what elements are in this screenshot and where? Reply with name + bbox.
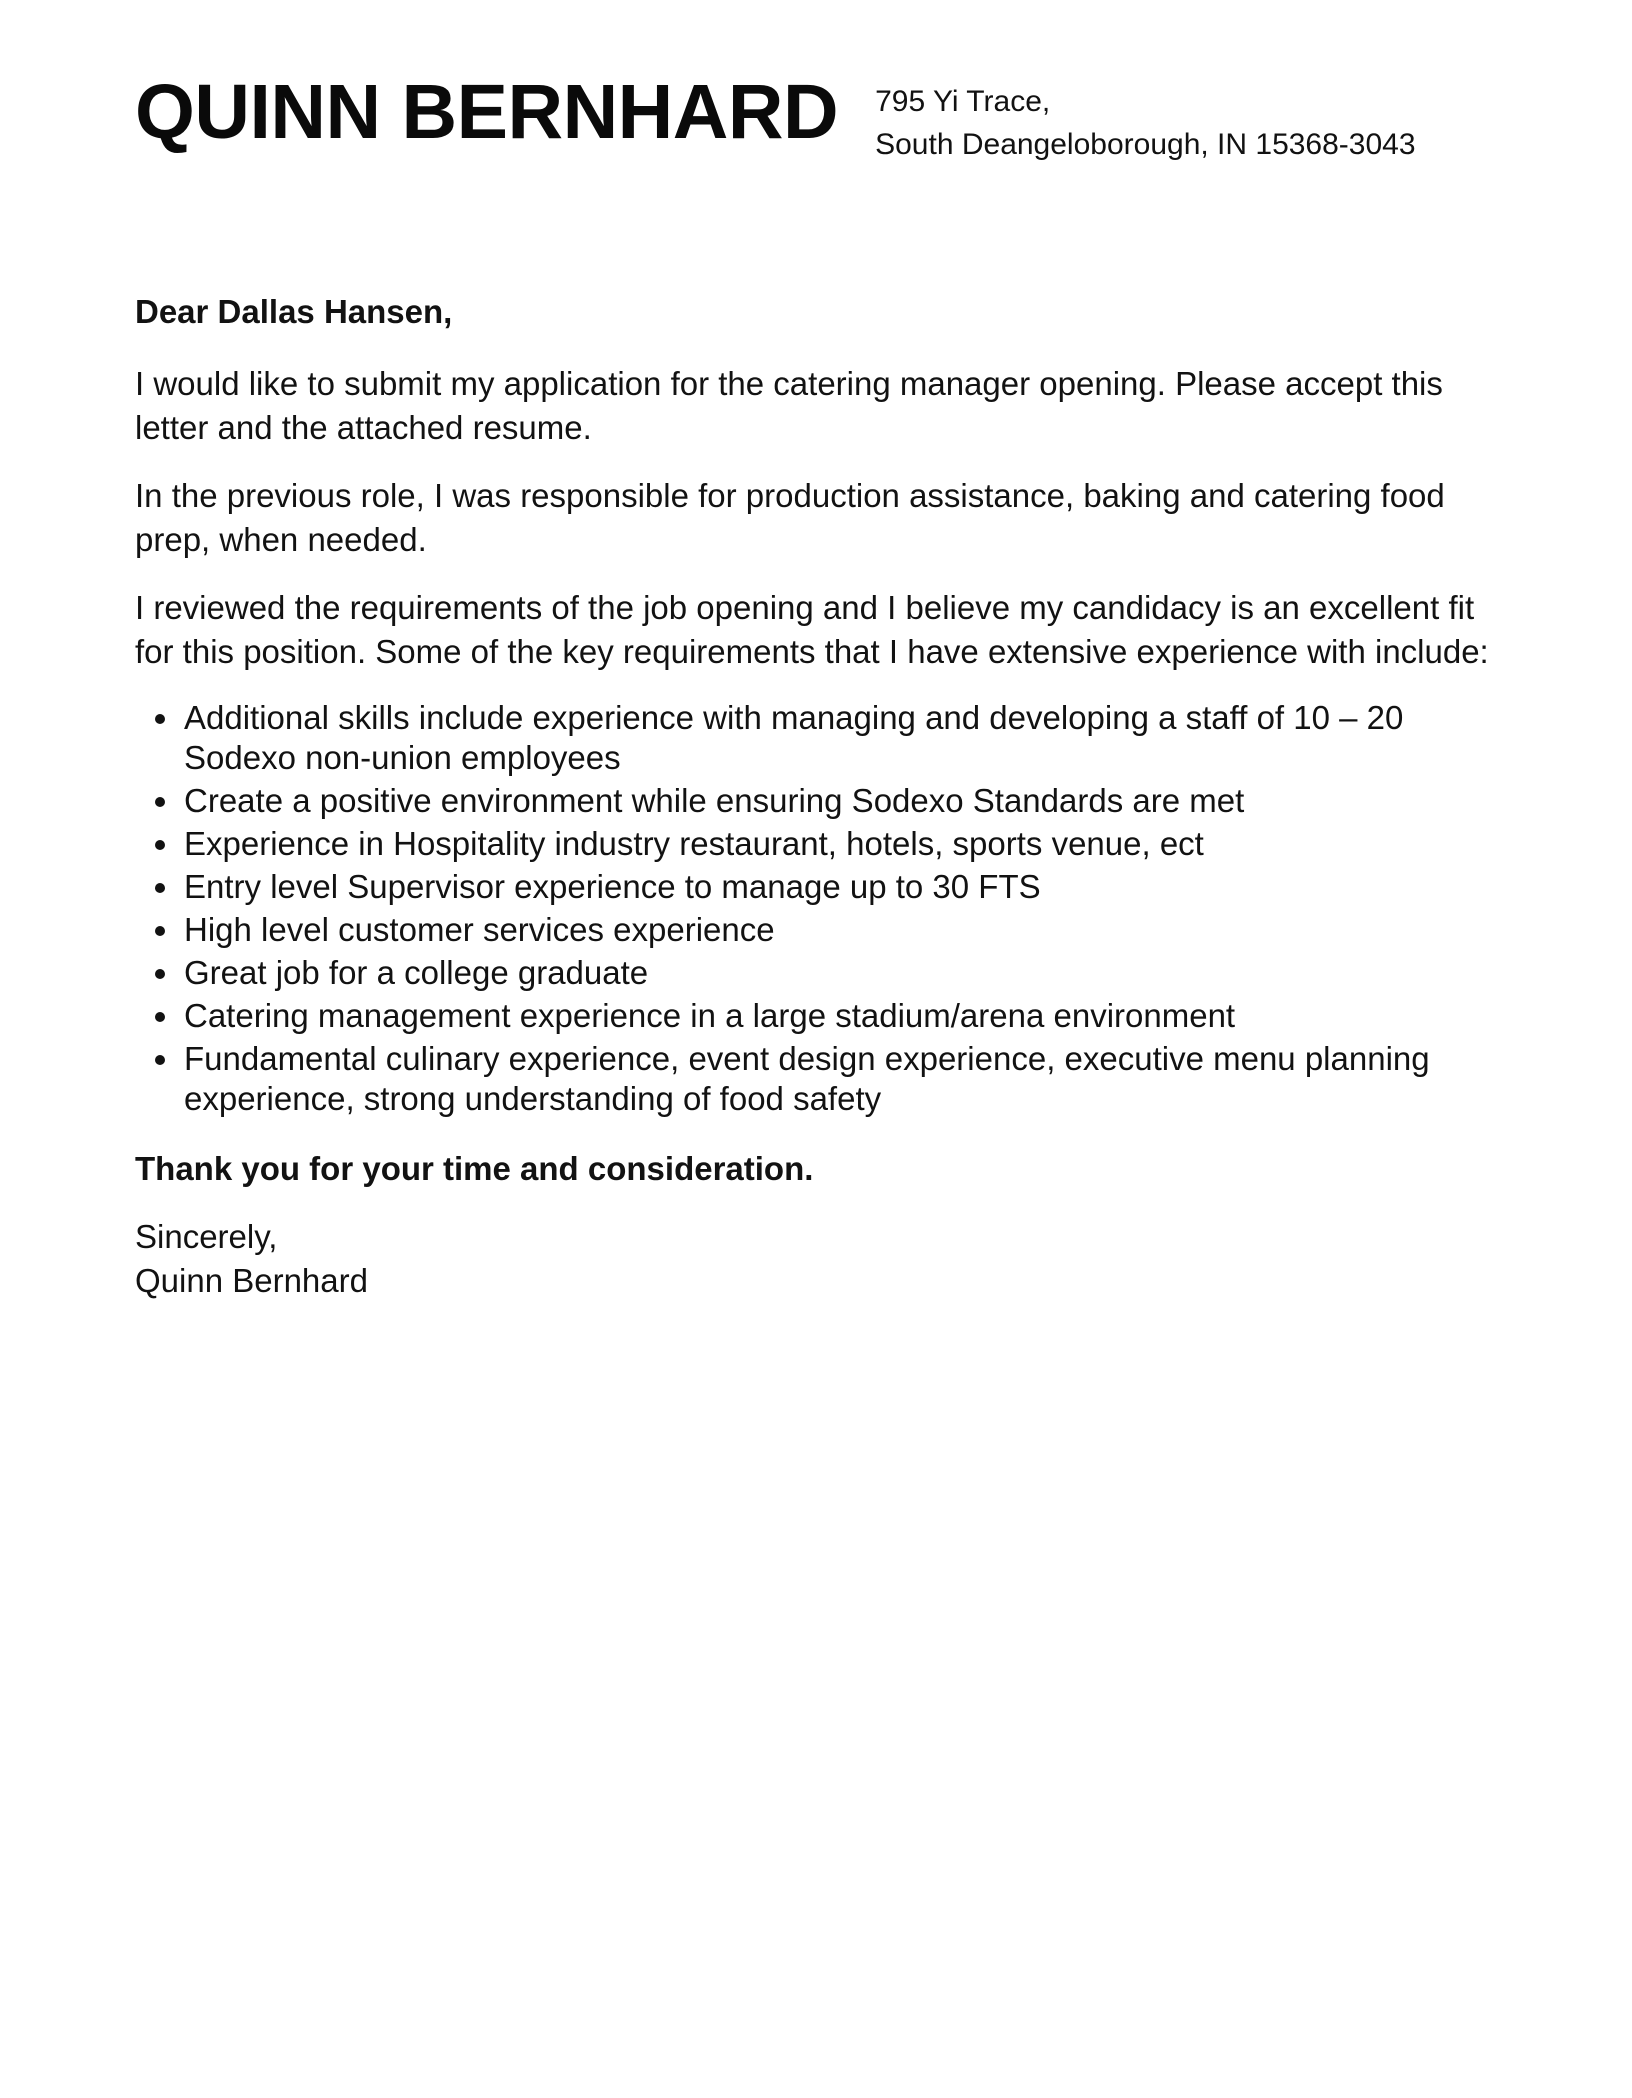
letter-body bbox=[135, 290, 1490, 1303]
closing-line: Thank you for your time and consideration. bbox=[135, 1150, 814, 1187]
list-item: • Create a positive environment while ensuring Sodexo Standards are met bbox=[182, 781, 1490, 821]
signature-block bbox=[135, 1215, 1490, 1303]
requirements-list bbox=[135, 698, 1490, 1119]
letter-header bbox=[135, 69, 1492, 166]
signoff: Sincerely, bbox=[135, 1218, 278, 1255]
address-line-2: South Deangeloborough, IN 15368-3043 bbox=[875, 128, 1416, 161]
list-item: • Experience in Hospitality industry restaurant, hotels, sports venue, ect bbox=[182, 824, 1490, 864]
list-item: • Great job for a college graduate bbox=[182, 953, 1490, 993]
list-item: • High level customer services experience bbox=[182, 910, 1490, 950]
list-item: • Additional skills include experience with managing and developing a staff of 10 – 20 Sodexo non-union employees bbox=[182, 698, 1490, 778]
contact-address bbox=[875, 72, 1415, 166]
list-item: • Fundamental culinary experience, event design experience, executive menu planning experience, strong understanding of food safety bbox=[182, 1039, 1490, 1119]
page-title: QUINN BERNHARD bbox=[135, 69, 839, 155]
paragraph-requirements: I reviewed the requirements of the job opening and I believe my candidacy is an excellent fit for this position. Some of the key requirements that I have extensive experience with include: bbox=[135, 589, 1489, 670]
list-item: • Entry level Supervisor experience to manage up to 30 FTS bbox=[182, 867, 1490, 907]
address-line-1: 795 Yi Trace, bbox=[875, 85, 1051, 118]
salutation: Dear Dallas Hansen, bbox=[135, 293, 453, 330]
paragraph-previous-role: In the previous role, I was responsible for production assistance, baking and catering food prep, when needed. bbox=[135, 477, 1445, 558]
signature-name: Quinn Bernhard bbox=[135, 1262, 368, 1299]
list-item: • Catering management experience in a large stadium/arena environment bbox=[182, 996, 1490, 1036]
paragraph-intro: I would like to submit my application for the catering manager opening. Please accept this letter and the attached resume. bbox=[135, 365, 1443, 446]
